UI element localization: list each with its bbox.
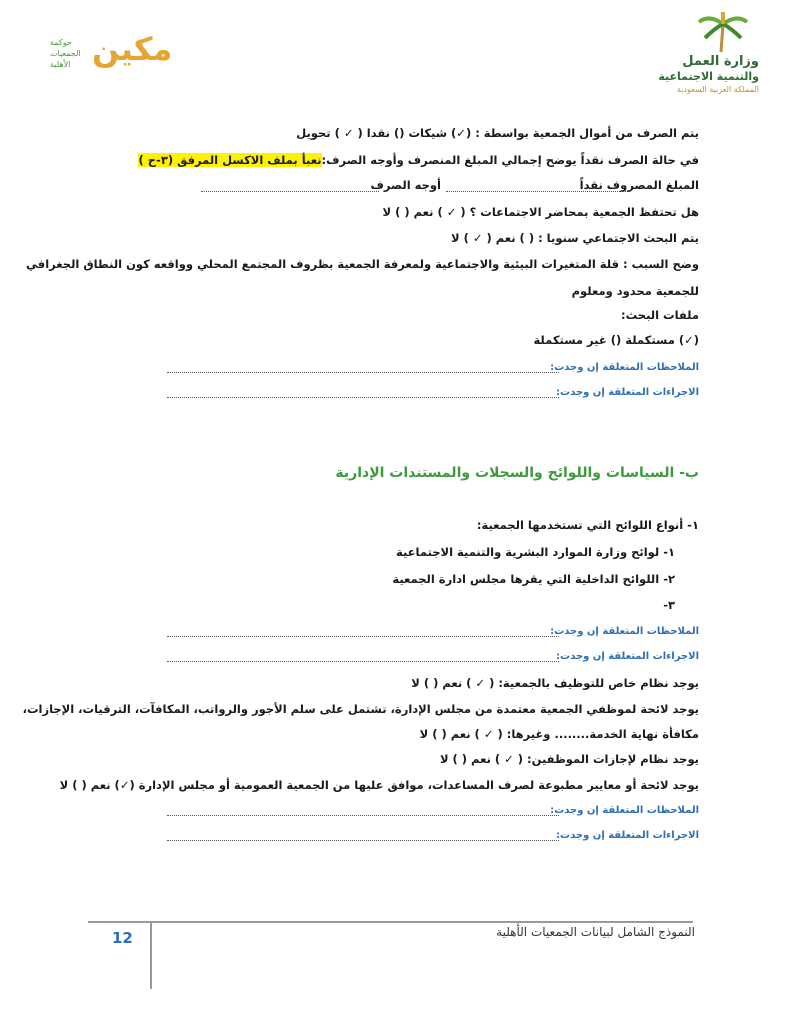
- actions-field-a[interactable]: [167, 397, 559, 398]
- notes-label-b: الملاحظات المتعلقة إن وجدت:: [550, 626, 699, 637]
- makeen-sub-2: الجمعيات: [50, 49, 81, 58]
- reason-line-1: وضح السبب : قلة المتغيرات البيئية والاجتماعية ولمعرفة الجمعية بظروف المجتمع المحلي وواقعه كون النطاق الجغرافي: [26, 257, 699, 271]
- notes-field-b[interactable]: [167, 636, 559, 637]
- cash-purpose-field[interactable]: [201, 191, 379, 192]
- makeen-word: مكين: [92, 30, 173, 68]
- survey-line: يتم البحث الاجتماعي سنويا : ( ) نعم ( ✓ ) لا: [451, 231, 699, 245]
- actions-label-a: الاجراءات المتعلقة إن وجدت:: [556, 387, 699, 398]
- notes-label-a: الملاحظات المتعلقة إن وجدت:: [550, 362, 699, 373]
- notes-label-b2: الملاحظات المتعلقة إن وجدت:: [550, 805, 699, 816]
- cash-summary-line: [138, 153, 699, 167]
- regulations-title: ١- أنواع اللوائح التي تستخدمها الجمعية:: [476, 518, 699, 532]
- actions-label-b2: الاجراءات المتعلقة إن وجدت:: [556, 830, 699, 841]
- makeen-sub-1: حوكمة: [50, 38, 72, 47]
- hiring-system-line: يوجد نظام خاص للتوظيف بالجمعية: ( ✓ ) نعم ( ) لا: [411, 676, 699, 690]
- files-status: (✓) مستكملة () غير مستكملة: [533, 333, 699, 347]
- staff-regulation-line-2: مكافأة نهاية الخدمة........ وغيرها: ( ✓ ) نعم ( ) لا: [419, 727, 699, 741]
- ministry-name-1: وزارة العمل: [682, 54, 759, 69]
- page-number: 12: [112, 929, 133, 947]
- section-b-heading: ب- السياسات واللوائح والسجلات والمستندات الإدارية: [335, 465, 699, 481]
- notes-field-b2[interactable]: [167, 815, 559, 816]
- footer-rule: [88, 921, 693, 923]
- makeen-logo: [50, 30, 173, 80]
- footer-divider: [150, 921, 152, 989]
- actions-label-b: الاجراءات المتعلقة إن وجدت:: [556, 651, 699, 662]
- notes-field-a[interactable]: [167, 372, 559, 373]
- aid-regulation-line: يوجد لائحة أو معايير مطبوعة لصرف المساعدات، موافق عليها من الجمعية العمومية أو مجلس الإدارة (✓) نعم ( ) لا: [59, 778, 699, 792]
- makeen-sub-3: الأهلية: [50, 60, 71, 69]
- leave-system-line: يوجد نظام لإجازات الموظفين: ( ✓ ) نعم ( ) لا: [439, 752, 699, 766]
- staff-regulation-line-1: يوجد لائحة لموظفي الجمعية معتمدة من مجلس الإدارة، تشتمل على سلم الأجور والرواتب، المكافآت، الترقيات، الإجازات،: [22, 702, 699, 716]
- excel-attachment-note: نعبأ بملف الاكسل المرفق (٣-ح ): [138, 153, 322, 167]
- cash-summary-text: في حالة الصرف نقداً يوضح إجمالي المبلغ المنصرف وأوجه الصرف:: [321, 153, 699, 167]
- actions-field-b2[interactable]: [167, 840, 559, 841]
- regulation-item-3: ٣-: [663, 598, 675, 612]
- ministry-name-2: والتنمية الاجتماعية: [658, 70, 759, 83]
- ministry-logo: [659, 12, 759, 92]
- minutes-line: هل تحتفظ الجمعية بمحاضر الاجتماعات ؟ ( ✓ ) نعم ( ) لا: [382, 205, 699, 219]
- payment-method-line: يتم الصرف من أموال الجمعية بواسطة : (✓) شيكات () نقدا ( ✓ ) تحويل: [296, 126, 699, 140]
- ministry-country: المملكة العربية السعودية: [676, 85, 759, 94]
- regulation-item-1: ١- لوائح وزارة الموارد البشرية والتنمية الاجتماعية: [396, 545, 675, 559]
- files-label: ملفات البحث:: [621, 308, 699, 322]
- cash-amount-field[interactable]: [446, 191, 626, 192]
- actions-field-b[interactable]: [167, 661, 559, 662]
- regulation-item-2: ٢- اللوائح الداخلية التي يقرها مجلس ادارة الجمعية: [392, 572, 675, 586]
- cash-purpose-label: أوجه الصرف: [370, 178, 441, 192]
- cash-amount-label: المبلغ المصروف نقداً: [579, 178, 699, 192]
- reason-line-2: للجمعية محدود ومعلوم: [571, 284, 699, 298]
- footer-title: النموذج الشامل لبيانات الجمعيات الأهلية: [496, 925, 695, 939]
